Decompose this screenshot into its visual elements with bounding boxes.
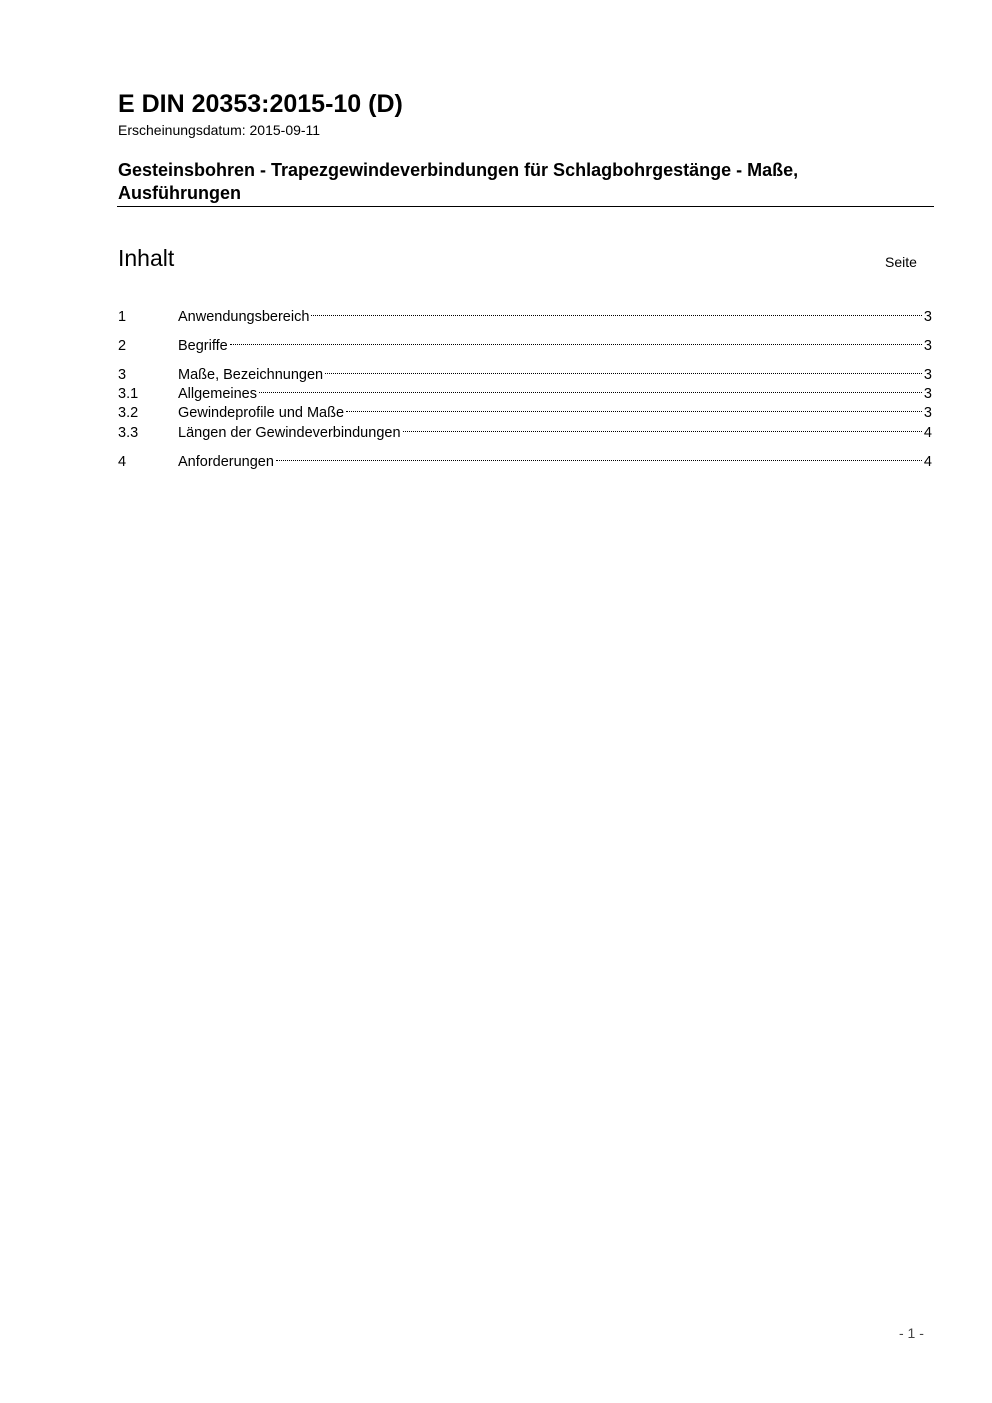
page-number: - 1 - <box>899 1325 924 1341</box>
toc-entry-title: Anwendungsbereich <box>178 309 310 325</box>
publication-date: Erscheinungsdatum: 2015-09-11 <box>118 122 321 138</box>
toc-dot-leader <box>228 330 924 350</box>
toc-entry-3[interactable] <box>118 359 932 383</box>
toc-entry-page: 3 <box>923 338 932 354</box>
toc-entry-page: 4 <box>923 425 932 441</box>
toc-entry-page: 3 <box>923 367 932 383</box>
toc-dot-leader <box>344 397 924 417</box>
toc-entry-title: Längen der Gewindeverbindungen <box>178 425 401 441</box>
toc-dot-leader <box>257 378 924 398</box>
toc-entry-title: Gewindeprofile und Maße <box>178 405 345 421</box>
toc-entry-page: 3 <box>923 309 932 325</box>
toc-entry-page: 4 <box>923 454 932 470</box>
toc-dot-leader <box>323 359 924 379</box>
document-id: E DIN 20353:2015-10 (D) <box>118 90 403 118</box>
toc-entry-number: 3 <box>118 367 127 383</box>
toc-entry-number: 2 <box>118 338 127 354</box>
toc-dot-leader <box>274 446 924 466</box>
toc-page-column-label: Seite <box>885 254 917 270</box>
toc-entry-2[interactable] <box>118 330 932 354</box>
toc-entry-number: 1 <box>118 309 127 325</box>
toc-entry-title: Begriffe <box>178 338 228 354</box>
toc-entry-page: 3 <box>923 386 932 402</box>
toc-entry-number: 3.2 <box>118 405 139 421</box>
toc-entry-number: 4 <box>118 454 127 470</box>
toc-entry-page: 3 <box>923 405 932 421</box>
document-title: Gesteinsbohren - Trapezgewindeverbindungen für Schlagbohrgestänge - Maße, Ausführungen <box>118 160 799 203</box>
toc-entry-title: Allgemeines <box>178 386 257 402</box>
toc-entry-4[interactable] <box>118 446 932 470</box>
toc-entry-title: Anforderungen <box>178 454 274 470</box>
toc-dot-leader <box>309 301 924 321</box>
toc-entry-title: Maße, Bezeichnungen <box>178 367 324 383</box>
toc-entry-number: 3.1 <box>118 386 139 402</box>
toc-entry-number: 3.3 <box>118 425 139 441</box>
toc-dot-leader <box>401 417 924 437</box>
title-divider <box>117 206 934 207</box>
toc-heading: Inhalt <box>118 245 175 271</box>
toc-entry-1[interactable] <box>118 301 932 325</box>
